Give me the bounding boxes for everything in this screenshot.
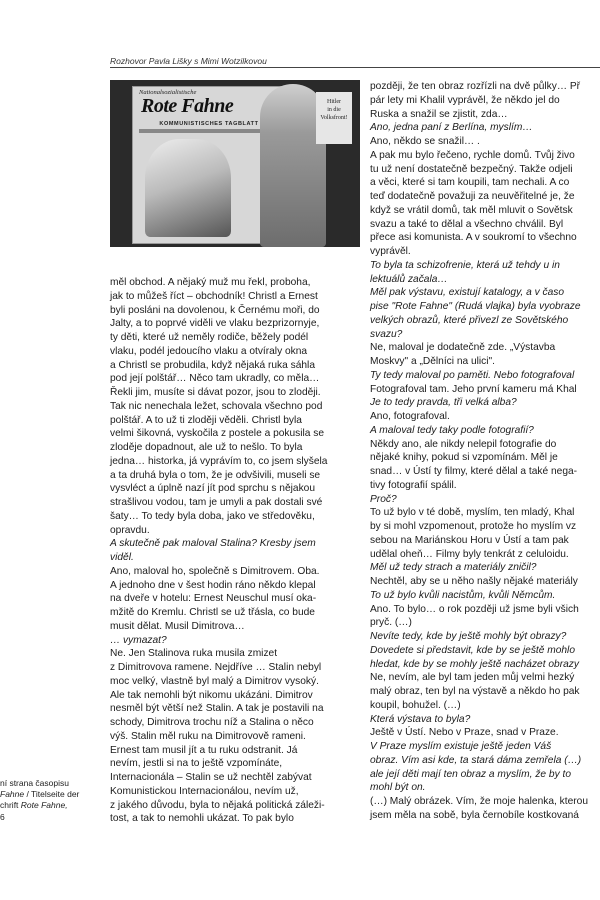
left-column-text: [110, 276, 368, 826]
answer-line: pár lety mi Khalil vyprávěl, že někdo jel do: [370, 94, 560, 106]
answer-line: tost, a tak to nemohli ukázat. To pak bylo: [110, 813, 294, 825]
question-line: Ano, jedna paní z Berlína, myslím…: [370, 122, 533, 134]
question-line: mohl být on.: [370, 782, 426, 794]
answer-line: tu už není dostatečně bezpečný. Takže odjeli: [370, 163, 573, 175]
answer-line: výš. Stalin měl ruku na Dimitrovově rameni.: [110, 730, 306, 742]
question-line: Která výstava to byla?: [370, 713, 471, 725]
newspaper-photo: [110, 80, 360, 247]
caption-line: Fahne: [0, 789, 25, 800]
answer-line: Řekli jim, musíte si dávat pozor, jsou to zloději.: [110, 387, 321, 398]
question-line: V Praze myslím existuje ještě jeden Váš: [370, 741, 552, 752]
question-line: ale její děti mají ten obraz a myslím, že by to: [370, 768, 572, 780]
answer-line: z Dimitrovova ramene. Nejdříve … Stalin nebyl: [110, 662, 322, 673]
answer-line: vysvléct a úplně nazí jít pod sprchu s nějakou: [110, 483, 315, 495]
answer-line: a Christl se probudila, když nějaká ruka sáhla: [110, 359, 315, 371]
answer-line: nesměl být větší než Stalin. A tak je postavili na: [110, 703, 324, 715]
answer-line: nějaké knihy, pokud si vzpomínám. Měl je: [370, 452, 558, 464]
answer-line: jsem měla na sobě, byla černobíle kostkovaná: [370, 809, 579, 821]
answer-line: Nechtěl, aby se u něho našly nějaké materiály: [370, 576, 578, 587]
answer-line: zloděje dopadnout, ale už to nešlo. To byla: [110, 442, 303, 453]
question-line: lektuálů začala…: [370, 273, 448, 285]
right-column-text: [370, 80, 600, 823]
answer-line: Ne, nevím, ale byl tam jeden můj velmi hezký: [370, 672, 575, 684]
question-line: A maloval tedy taky podle fotografií?: [370, 424, 534, 436]
answer-line: měl obchod. A nějaký muž mu řekl, proboha,: [110, 277, 311, 288]
answer-line: Ano, maloval ho, společně s Dimitrovem. Oba.: [110, 565, 320, 577]
answer-line: vlaku, podél jedoucího vlaku a otvíraly okna: [110, 345, 308, 357]
answer-line: Ale tak nemohli být nikomu ukázáni. Dimitrov: [110, 689, 313, 701]
answer-line: koupil, bohužel. (…): [370, 699, 461, 711]
answer-line: tivy fotografií spálil.: [370, 479, 457, 491]
answer-line: později, že ten obraz rozřízli na dvě půlky… Př: [370, 81, 581, 92]
answer-line: Ano. To bylo… o rok později už jsme byli všich: [370, 603, 579, 615]
newspaper-overline: Nationalsozialistische: [139, 89, 197, 96]
answer-line: Ještě v Ústí. Nebo v Praze, snad v Praze.: [370, 727, 559, 739]
answer-line: udělal oheň… Filmy byly tenkrát z celuloidu.: [370, 548, 569, 560]
answer-line: Fotografoval tam. Jeho první kameru má Khal: [370, 383, 577, 395]
caption-line: 6: [0, 811, 5, 822]
caption-line: chrift: [0, 800, 21, 811]
answer-line: To už bylo v té době, myslím, ten mladý, Khal: [370, 507, 575, 519]
answer-line: jedna… historka, já vyprávím to, co jsem slyšela: [110, 455, 328, 467]
answer-line: schody, Dimitrova trochu níž a Stalina o něco: [110, 717, 314, 728]
answer-line: Ano, někdo se snažil… .: [370, 136, 480, 147]
running-header: Rozhovor Pavla Lišky s Mimi Wotzilkovou: [110, 56, 267, 66]
question-line: Nevíte tedy, kde by ještě mohly být obrazy?: [370, 631, 567, 642]
caption-line: Rote Fahne,: [20, 800, 68, 811]
answer-line: Moskvy" a „Dělníci na ulici".: [370, 356, 495, 367]
question-line: velkých obrazů, které přivezl ze Sovětského: [370, 314, 569, 326]
question-line: Měl pak výstavu, existují katalogy, a v časo: [370, 287, 565, 299]
answer-line: Ano, fotografoval.: [370, 411, 450, 422]
answer-line: strašlivou vodou, tam je umyli a pak dostali své: [110, 497, 323, 508]
answer-line: Komunistickou Internacionálou, nevím už,: [110, 785, 299, 797]
answer-line: Ernest tam musil jít a tu ruku odstranit. Já: [110, 744, 298, 756]
answer-line: A jednoho dne v šest hodin ráno někdo klepal: [110, 579, 316, 591]
answer-line: teď dodatečně považuji za neuvěřitelné je, že: [370, 191, 575, 202]
answer-line: z jakého důvodu, byla to nějaká politická záleži-: [110, 799, 325, 811]
question-line: … vymazat?: [110, 634, 167, 646]
question-line: To byla ta schizofrenie, která už tehdy u in: [370, 259, 560, 271]
answer-line: svazu a také to dělal a všechno chválil. Byl: [370, 218, 564, 230]
answer-line: ty děti, které už neměly rodiče, běžely podél: [110, 332, 309, 343]
answer-line: šaty… To tedy byla doba, jako ve středověku,: [110, 510, 315, 522]
caption-line: ní strana časopisu: [0, 778, 69, 788]
answer-line: opravdu.: [110, 524, 150, 536]
answer-line: polštář. A to už ti zloději věděli. Christl byla: [110, 414, 302, 426]
answer-line: vyprávěl.: [370, 246, 411, 257]
answer-line: když se vrátil domů, tak měl mluvit o Sovětsk: [370, 204, 573, 216]
newspaper-portrait: [145, 139, 231, 237]
answer-line: malý obraz, ten byl na výstavě a někdo ho pak: [370, 686, 580, 697]
answer-line: nevím, jestli si na to ještě vzpomínáte,: [110, 758, 283, 770]
answer-line: pryč. (…): [370, 617, 412, 629]
answer-line: Tak nic nenechala ležet, schovala všechno pod: [110, 400, 323, 412]
question-line: obraz. Vím asi kde, ta stará dáma zemřela (…): [370, 754, 582, 766]
answer-line: přece asi komunista. A v soukromí to všechno: [370, 232, 577, 244]
question-line: Měl už tedy strach a materiály zničil?: [370, 562, 537, 574]
header-rule: [110, 67, 600, 68]
answer-line: Internacionála – Stalin se už nechtěl zabývat: [110, 772, 312, 783]
question-line: hledat, kde by se mohly ještě nacházet obrazy: [370, 658, 579, 670]
caption-line: / Titelseite der: [24, 789, 80, 800]
answer-line: snad… v Ústí ty filmy, které dělal a také nega-: [370, 466, 578, 477]
question-line: Proč?: [370, 493, 397, 505]
question-line: Dovedete si představit, kde by se ještě mohlo: [370, 644, 575, 656]
answer-line: (…) Malý obrázek. Vím, že moje halenka, kterou: [370, 796, 588, 807]
question-line: viděl.: [110, 552, 134, 563]
answer-line: musit dělat. Musil Dimitrova…: [110, 620, 245, 632]
answer-line: Ne. Jen Stalinova ruka musila zmizet: [110, 648, 278, 660]
question-line: Ty tedy maloval po paměti. Nebo fotografoval: [370, 369, 575, 381]
answer-line: a věci, které si tam koupili, tam nechali. A co: [370, 177, 570, 189]
answer-line: mžitě do Kremlu. Christl se už třásla, co bude: [110, 607, 315, 618]
answer-line: Ne, maloval je dodatečně zde. „Výstavba: [370, 342, 556, 354]
sign-line: in die: [327, 107, 341, 113]
answer-line: moc velký, vlastně byl malý a Dimitrov vysoký.: [110, 675, 319, 687]
answer-line: by si mohl vzpomenout, protože ho myslím vz: [370, 521, 577, 532]
answer-line: sebou na Mariánskou Horu v Ústí a tam pak: [370, 534, 569, 546]
newspaper-subtitle: KOMMUNISTISCHES TAGBLATT: [159, 121, 259, 127]
question-line: Je to tedy pravda, tři velká alba?: [370, 397, 517, 409]
answer-line: Jalty, a to poprvé viděli ve vlaku bezprizornyje,: [110, 318, 320, 330]
sign-line: Volksfront!: [320, 115, 348, 121]
answer-line: na dveře v hotelu: Ernest Neuschul musí oka-: [110, 593, 317, 605]
answer-line: byli posláni na dovolenou, k Černému moři, do: [110, 304, 320, 316]
answer-line: jak to můžeš říct – obchodník! Christl a Ernest: [110, 290, 318, 302]
answer-line: A pak mu bylo řečeno, rychle domů. Tvůj živo: [370, 149, 575, 161]
newspaper-masthead: Rote Fahne: [141, 95, 234, 117]
sign-line: Hitler: [327, 99, 341, 105]
answer-line: Ruska a snažil se zjistit, zda…: [370, 108, 508, 120]
poster-sign: [316, 92, 352, 144]
photo-caption: [0, 778, 104, 823]
answer-line: pod její polštář… Něco tam ukradly, co měla…: [110, 373, 320, 385]
question-line: pise "Rote Fahne" (Rudá vlajka) byla vyobraze: [370, 301, 581, 312]
answer-line: Někdy ano, ale nikdy nelepil fotografie do: [370, 438, 557, 450]
question-line: A skutečně pak maloval Stalina? Kresby jsem: [110, 538, 316, 550]
question-line: To už bylo kvůli nacistům, kvůli Němcům.: [370, 589, 556, 601]
newspaper-rule: [139, 129, 277, 133]
answer-line: velmi šikovná, vyskočila z postele a pokusila se: [110, 428, 325, 440]
answer-line: a ta druhá byla o tom, že je odvšivili, museli se: [110, 469, 321, 481]
question-line: svazu?: [370, 328, 403, 340]
